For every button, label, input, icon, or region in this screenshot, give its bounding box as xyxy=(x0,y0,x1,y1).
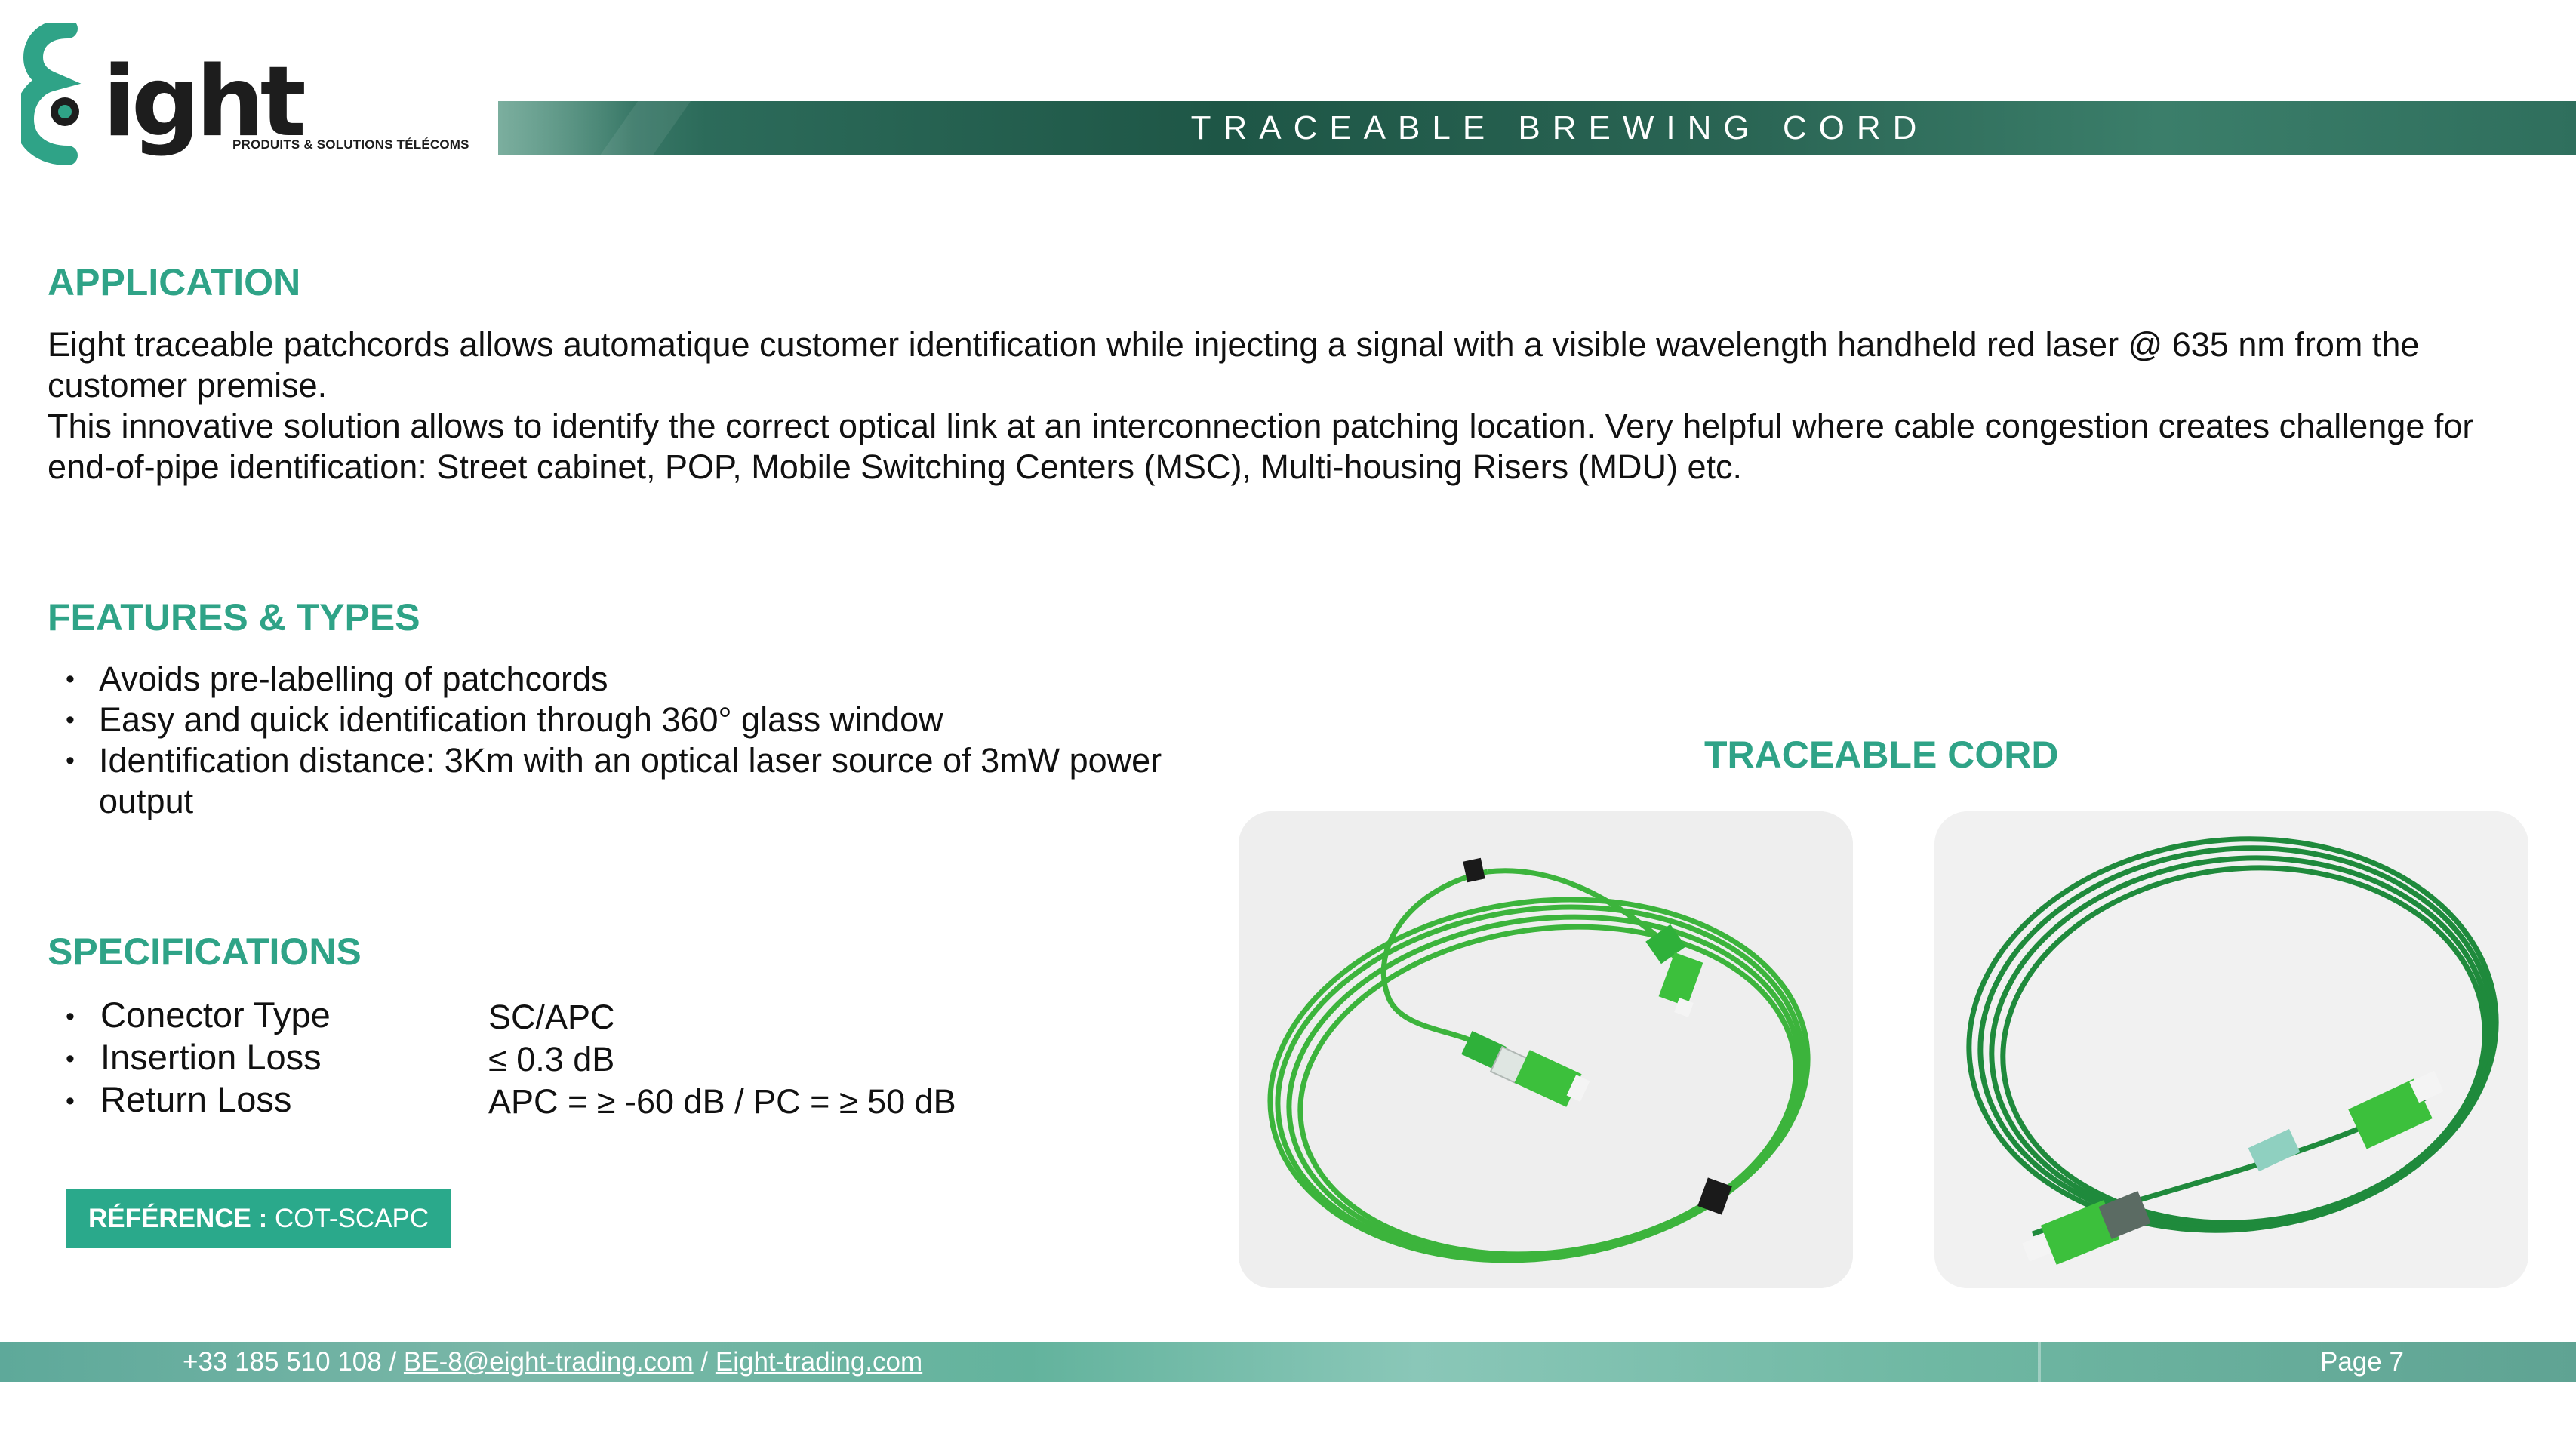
dark-green-fiber-cord-coil-image xyxy=(1934,811,2528,1288)
footer-phone: +33 185 510 108 xyxy=(183,1347,382,1377)
features-heading: FEATURES & TYPES xyxy=(48,596,420,638)
footer-separator: / xyxy=(693,1347,716,1377)
logo-wordmark: ight xyxy=(103,46,302,158)
spec-value: APC = ≥ -60 dB / PC = ≥ 50 dB xyxy=(488,1082,956,1121)
list-item: • Identification distance: 3Km with an optical laser source of 3mW power output xyxy=(48,740,1255,822)
eight-e-mark-icon xyxy=(21,23,104,166)
reference-label: RÉFÉRENCE : xyxy=(88,1204,268,1233)
footer-divider xyxy=(2038,1342,2041,1382)
application-paragraph-1: Eight traceable patchcords allows automatique customer identification while injecting a signal with a visible wavelength handheld red laser @ 635 nm from the customer premise. xyxy=(48,325,2420,405)
features-list xyxy=(48,659,1255,822)
footer-website-link[interactable]: Eight-trading.com xyxy=(715,1347,923,1377)
footer-separator: / xyxy=(381,1347,404,1377)
logo-tagline: PRODUITS & SOLUTIONS TÉLÉCOMS xyxy=(232,137,469,152)
bullet: • xyxy=(66,1087,75,1115)
green-fiber-patchcord-coil-image xyxy=(1239,811,1853,1288)
application-text xyxy=(48,325,2538,488)
spec-value: ≤ 0.3 dB xyxy=(488,1040,615,1078)
spec-row xyxy=(48,1035,1180,1078)
bullet: • xyxy=(66,1002,75,1031)
page-number: Page 7 xyxy=(2320,1347,2404,1377)
gallery-heading: TRACEABLE CORD xyxy=(1704,734,2059,776)
title-band xyxy=(498,101,2576,155)
spec-row xyxy=(48,1078,1180,1120)
spec-value: SC/APC xyxy=(488,998,615,1036)
list-item: • Easy and quick identification through 360° glass window xyxy=(48,700,1255,740)
reference-value: COT-SCAPC xyxy=(274,1204,429,1233)
spec-row xyxy=(48,993,1180,1035)
list-item: • Avoids pre-labelling of patchcords xyxy=(48,659,1255,700)
spec-label: Conector Type xyxy=(100,995,331,1035)
specifications-table xyxy=(48,993,1180,1120)
page-title: TRACEABLE BREWING CORD xyxy=(1190,109,1929,146)
reference-badge xyxy=(66,1189,451,1248)
traceable-cord-photo-2 xyxy=(1934,811,2528,1288)
traceable-cord-photo-1 xyxy=(1239,811,1853,1288)
bullet: • xyxy=(66,1044,75,1073)
specifications-heading: SPECIFICATIONS xyxy=(48,931,362,973)
footer-contact xyxy=(183,1342,922,1382)
application-heading: APPLICATION xyxy=(48,261,301,303)
footer-email-link[interactable]: BE-8@eight-trading.com xyxy=(403,1347,694,1377)
eight-logo xyxy=(21,23,497,174)
application-paragraph-2: This innovative solution allows to identify the correct optical link at an interconnection patching location. Very helpful where cable congestion creates challenge for end-of-pipe identification: Street cabinet, POP, Mobile Switching Centers (MSC), Multi-housing Risers (MDU) etc. xyxy=(48,407,2474,486)
spec-label: Return Loss xyxy=(100,1079,292,1119)
footer-band xyxy=(0,1342,2576,1382)
spec-label: Insertion Loss xyxy=(100,1037,322,1077)
